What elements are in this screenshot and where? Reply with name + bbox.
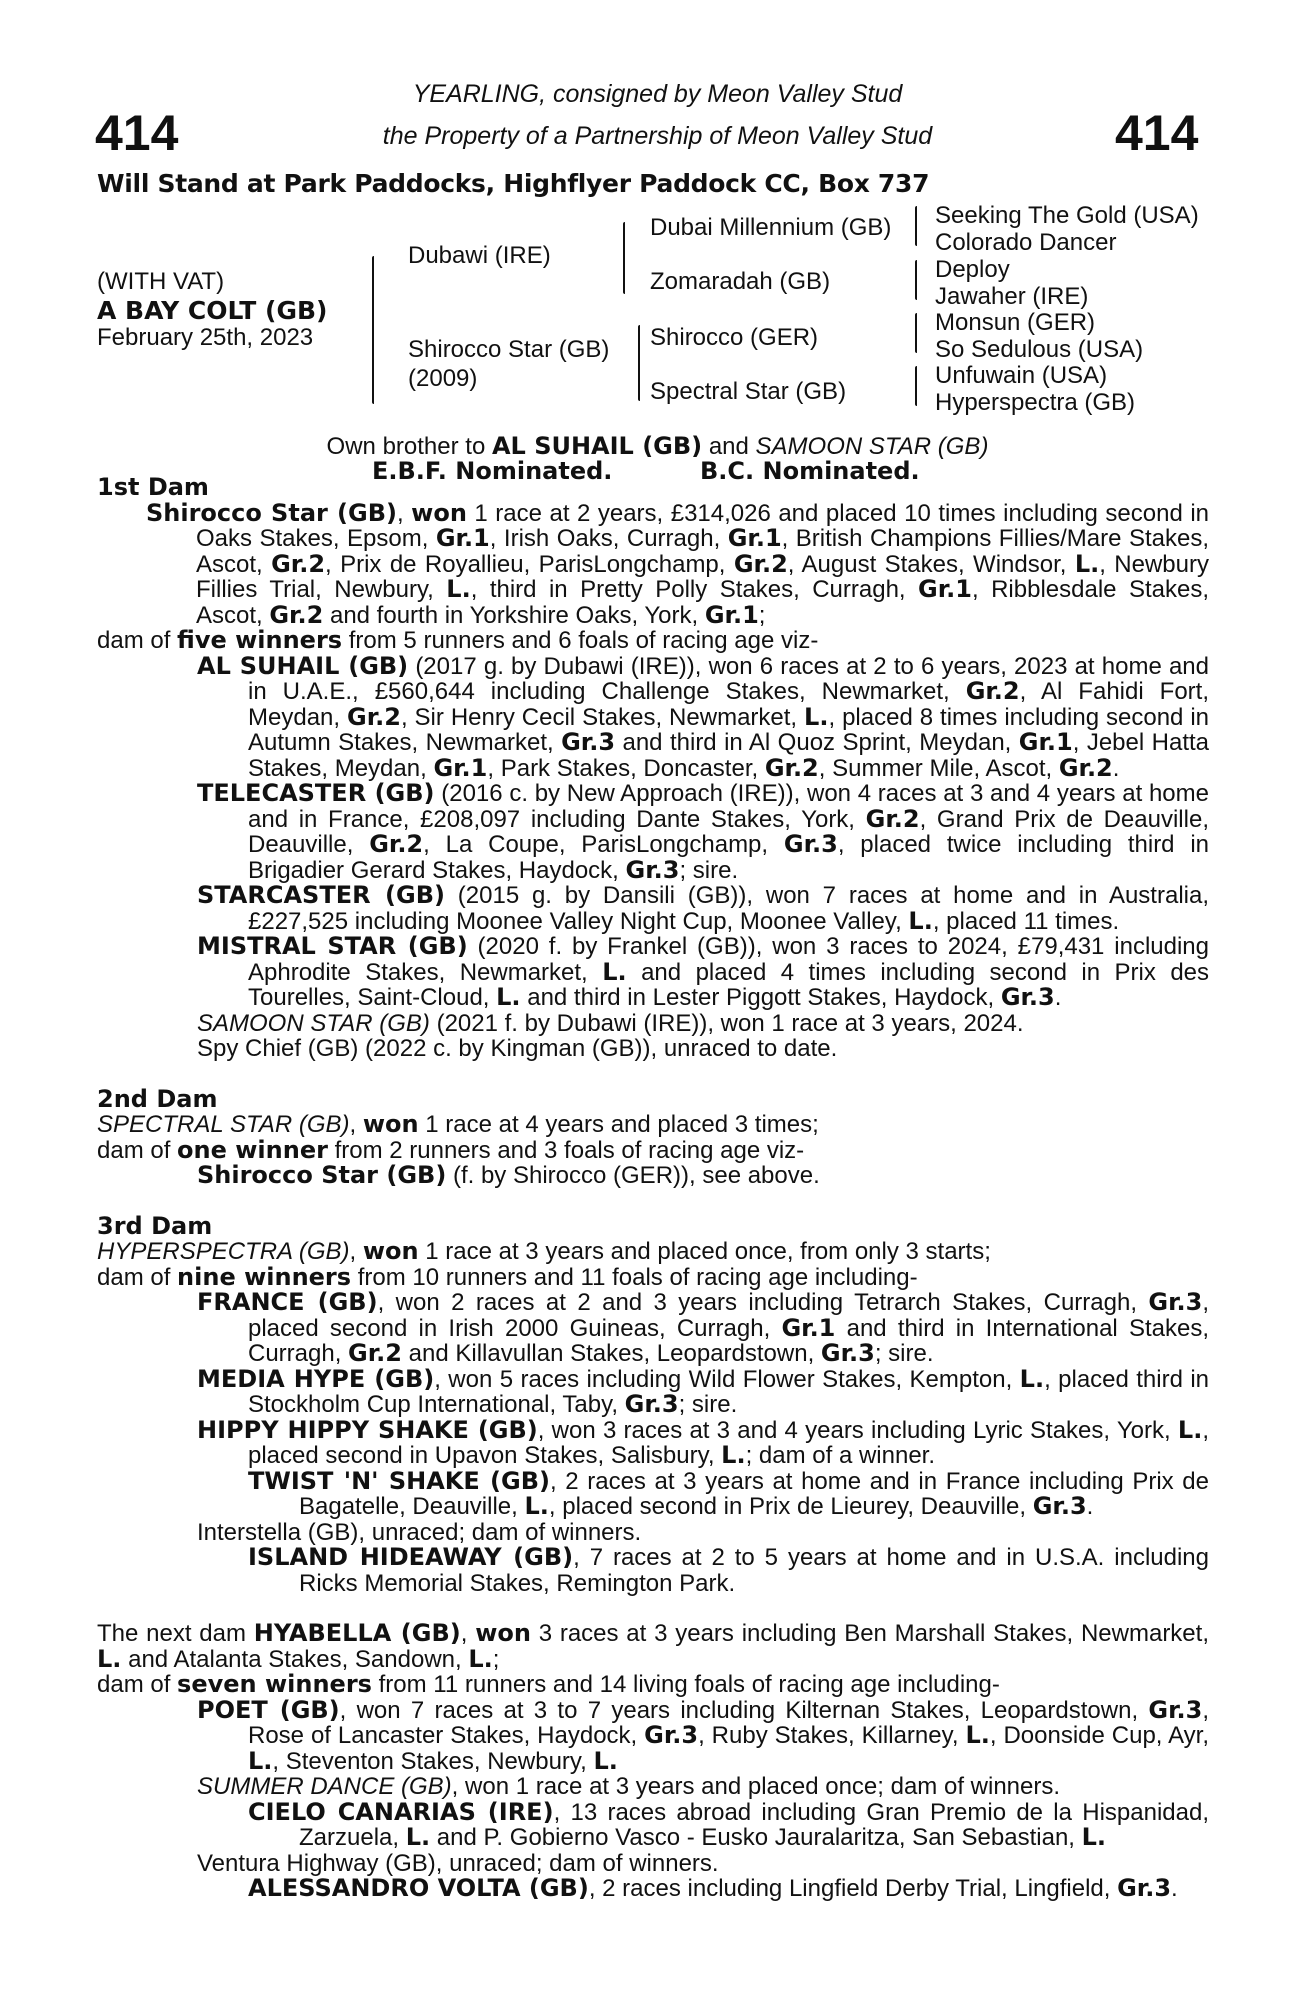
first-dam-produce <box>97 628 1209 654</box>
sd-sire: Deploy <box>935 256 1010 283</box>
property-line: the Property of a Partnership of Meon Valley Stud <box>382 122 933 150</box>
next-dam-name: HYABELLA (GB) <box>253 1619 461 1647</box>
first-dam-text: 1 race at 2 years, £314,026 and placed 10 times including second in Oaks Stakes, Epsom, <box>196 499 1209 552</box>
produce-poet: POET (GB), won 7 races at 3 to 7 years including Kilternan Stakes, Leopardstown, Gr.3, Rose of Lancaster Stakes, Haydock, Gr.3, Ruby Stakes, Killarney, L., Doonside Cup, Ayr, L., Steventon Stakes, Newbury, L. <box>197 1695 1209 1775</box>
third-dam-text: 1 race at 3 years and placed once, from only 3 starts; <box>418 1238 991 1265</box>
pedigree-body <box>97 475 1209 1902</box>
ebf-nominated: E.B.F. Nominated. <box>372 457 613 485</box>
produce-ventura-highway: Ventura Highway (GB), unraced; dam of winners. <box>197 1849 719 1877</box>
next-dam-record: The next dam HYABELLA (GB), won 3 races at 3 years including Ben Marshall Stakes, Newmarket, L. and Atalanta Stakes, Sandown, L.; <box>97 1619 1209 1673</box>
first-dam-record: Shirocco Star (GB), won 1 race at 2 years, £314,026 and placed 10 times including second in Oaks Stakes, Epsom, Gr.1, Irish Oaks, Curragh, Gr.1, British Champions Fillies/Mare Stakes, Ascot, Gr.2, Prix de Royallieu, ParisLongchamp, Gr.2, August Stakes, Windsor, L., Newbury Fillies Trial, Newbury, L., third in Pretty Polly Stakes, Curragh, Gr.1, Ribblesdale Stakes, Ascot, Gr.2 and fourth in Yorkshire Oaks, York, Gr.1; <box>146 498 1210 629</box>
winners-count: one winner <box>177 1135 328 1164</box>
second-dam-record: SPECTRAL STAR (GB), won 1 race at 4 years and placed 3 times; <box>97 1110 819 1138</box>
pedigree-brace <box>638 325 640 401</box>
subject-dob: February 25th, 2023 <box>97 324 314 351</box>
sire-dam: Zomaradah (GB) <box>650 268 831 295</box>
own-brother-line <box>0 432 1315 461</box>
pedigree-brace <box>915 260 917 300</box>
winners-count: five winners <box>177 626 343 654</box>
ss-dam: Colorado Dancer <box>935 229 1117 256</box>
produce-spy-chief: Spy Chief (GB) (2022 c. by Kingman (GB)), unraced to date. <box>197 1035 838 1062</box>
ds-sire: Monsun (GER) <box>935 309 1096 336</box>
produce-suffix: from 11 runners and 14 living foals of racing age including- <box>371 1671 1000 1698</box>
produce-alessandro-volta: ALESSANDRO VOLTA (GB), 2 races including Lingfield Derby Trial, Lingfield, Gr.3. <box>248 1874 1178 1902</box>
produce-samoon-star: SAMOON STAR (GB) (2021 f. by Dubawi (IRE)), won 1 race at 3 years, 2024. <box>197 1009 1024 1037</box>
dam-of-prefix: dam of <box>97 627 178 654</box>
produce-media-hype: MEDIA HYPE (GB), won 5 races including Wild Flower Stakes, Kempton, L., placed third in Stockholm Cup International, Taby, Gr.3; sire. <box>197 1364 1210 1418</box>
own-brother-name1: AL SUHAIL (GB) <box>491 432 703 460</box>
produce-starcaster: STARCASTER (GB) (2015 g. by Dansili (GB)), won 7 races at home and in Australia, £227,525 including Moonee Valley Night Cup, Moonee Valley, L., placed 11 times. <box>197 881 1209 935</box>
produce-france: FRANCE (GB), won 2 races at 2 and 3 years including Tetrarch Stakes, Curragh, Gr.3, placed second in Irish 2000 Guineas, Curragh, Gr.1 and third in International Stakes, Curragh, Gr.2 and Killavullan Stakes, Leopardstown, Gr.3; sire. <box>197 1288 1210 1367</box>
pedigree-brace <box>623 222 625 294</box>
bc-nominated: B.C. Nominated. <box>700 457 920 485</box>
dam-year: (2009) <box>408 365 478 392</box>
winners-count: nine winners <box>177 1262 352 1291</box>
dd-sire: Unfuwain (USA) <box>935 362 1108 389</box>
second-dam-heading: 2nd Dam <box>97 1084 218 1113</box>
pedigree-brace <box>915 366 917 406</box>
sire-sire: Dubai Millennium (GB) <box>650 214 892 241</box>
pedigree-brace <box>915 206 917 246</box>
pedigree-brace <box>915 313 917 353</box>
next-dam-prefix: The next dam <box>97 1620 254 1647</box>
third-dam-heading: 3rd Dam <box>97 1211 213 1240</box>
subject-name: A BAY COLT (GB) <box>97 296 328 325</box>
produce-summer-dance: SUMMER DANCE (GB), won 1 race at 3 years and placed once; dam of winners. <box>197 1773 1061 1800</box>
ss-sire: Seeking The Gold (USA) <box>935 202 1199 229</box>
own-brother-and: and <box>708 433 749 460</box>
third-dam-name: HYPERSPECTRA (GB) <box>97 1238 350 1265</box>
produce-suffix: from 10 runners and 11 foals of racing age including- <box>351 1263 918 1291</box>
pedigree-brace <box>372 256 374 404</box>
sire: Dubawi (IRE) <box>408 242 551 269</box>
third-dam-record: HYPERSPECTRA (GB), won 1 race at 3 years and placed once, from only 3 starts; <box>97 1237 991 1265</box>
first-dam-heading: 1st Dam <box>97 473 209 501</box>
second-dam-text: 1 race at 4 years and placed 3 times; <box>418 1111 819 1138</box>
dam: Shirocco Star (GB) <box>408 336 610 363</box>
produce-cielo-canarias: CIELO CANARIAS (IRE), 13 races abroad including Gran Premio de la Hispanidad, Zarzuela, L. and P. Gobierno Vasco - Eusko Jauralaritza, San Sebastian, L. <box>248 1797 1209 1851</box>
consignor-line: YEARLING, consigned by Meon Valley Stud <box>412 80 903 108</box>
dd-dam: Hyperspectra (GB) <box>935 389 1136 416</box>
own-brother-name2: SAMOON STAR (GB) <box>755 433 989 460</box>
lot-number-left: 414 <box>95 105 179 161</box>
lot-number-right: 414 <box>1115 105 1199 161</box>
child-text: (f. by Shirocco (GER)), see above. <box>446 1162 820 1189</box>
next-dam-produce: dam of seven winners from 11 runners and 14 living foals of racing age including- <box>97 1670 1000 1698</box>
produce-island-hideaway: ISLAND HIDEAWAY (GB), 7 races at 2 to 5 years at home and in U.S.A. including Ricks Memorial Stakes, Remington Park. <box>248 1543 1209 1597</box>
won-label: won <box>411 498 467 527</box>
produce-hippy-hippy-shake: HIPPY HIPPY SHAKE (GB), won 3 races at 3 and 4 years including Lyric Stakes, York, L., placed second in Upavon Stakes, Salisbury, L.; dam of a winner. <box>197 1415 1209 1469</box>
produce-twist-n-shake: TWIST 'N' SHAKE (GB), 2 races at 3 years at home and in France including Prix de Bagatelle, Deauville, L., placed second in Prix de Lieurey, Deauville, Gr.3. <box>248 1466 1209 1520</box>
third-dam-produce: dam of nine winners from 10 runners and 11 foals of racing age including- <box>97 1262 918 1291</box>
produce-interstella: Interstella (GB), unraced; dam of winners. <box>197 1518 642 1546</box>
first-dam-name: Shirocco Star (GB) <box>146 498 397 527</box>
produce-al-suhail: AL SUHAIL (GB) (2017 g. by Dubawi (IRE)), won 6 races at 2 to 6 years, 2023 at home and in U.A.E., £560,644 including Challenge Stakes, Newmarket, Gr.2, Al Fahidi Fort, Meydan, Gr.2, Sir Henry Cecil Stakes, Newmarket, L., placed 8 times including second in Autumn Stakes, Newmarket, Gr.3 and third in Al Quoz Sprint, Meydan, Gr.1, Jebel Hatta Stakes, Meydan, Gr.1, Park Stakes, Doncaster, Gr.2, Summer Mile, Ascot, Gr.2. <box>197 651 1210 782</box>
produce-telecaster: TELECASTER (GB) (2016 c. by New Approach (IRE)), won 4 races at 3 and 4 years at home and in France, £208,097 including Dante Stakes, York, Gr.2, Grand Prix de Deauville, Deauville, Gr.2, La Coupe, ParisLongchamp, Gr.3, placed twice including third in Brigadier Gerard Stakes, Haydock, Gr.3; sire. <box>197 779 1210 884</box>
dam-dam: Spectral Star (GB) <box>650 378 847 405</box>
produce-suffix: from 5 runners and 6 foals of racing age viz- <box>342 627 819 654</box>
produce-suffix: from 2 runners and 3 foals of racing age viz- <box>327 1136 805 1164</box>
vat-note: (WITH VAT) <box>97 268 225 295</box>
winners-count: seven winners <box>177 1670 372 1698</box>
dam-sire: Shirocco (GER) <box>650 324 819 351</box>
second-dam-child <box>97 1163 1209 1189</box>
sd-dam: Jawaher (IRE) <box>935 283 1089 310</box>
ds-dam: So Sedulous (USA) <box>935 336 1144 363</box>
own-brother-prefix: Own brother to <box>326 433 486 460</box>
child-name: Shirocco Star (GB) <box>197 1161 447 1189</box>
second-dam-produce: dam of one winner from 2 runners and 3 foals of racing age viz- <box>97 1135 805 1164</box>
produce-mistral-star: MISTRAL STAR (GB) (2020 f. by Frankel (GB)), won 3 races to 2024, £79,431 including Aphrodite Stakes, Newmarket, L. and placed 4 times including second in Prix des Tourelles, Saint-Cloud, L. and third in Lester Piggott Stakes, Haydock, Gr.3. <box>197 932 1210 1011</box>
second-dam-name: SPECTRAL STAR (GB) <box>97 1111 350 1138</box>
stand-location: Will Stand at Park Paddocks, Highflyer Paddock CC, Box 737 <box>97 169 930 198</box>
